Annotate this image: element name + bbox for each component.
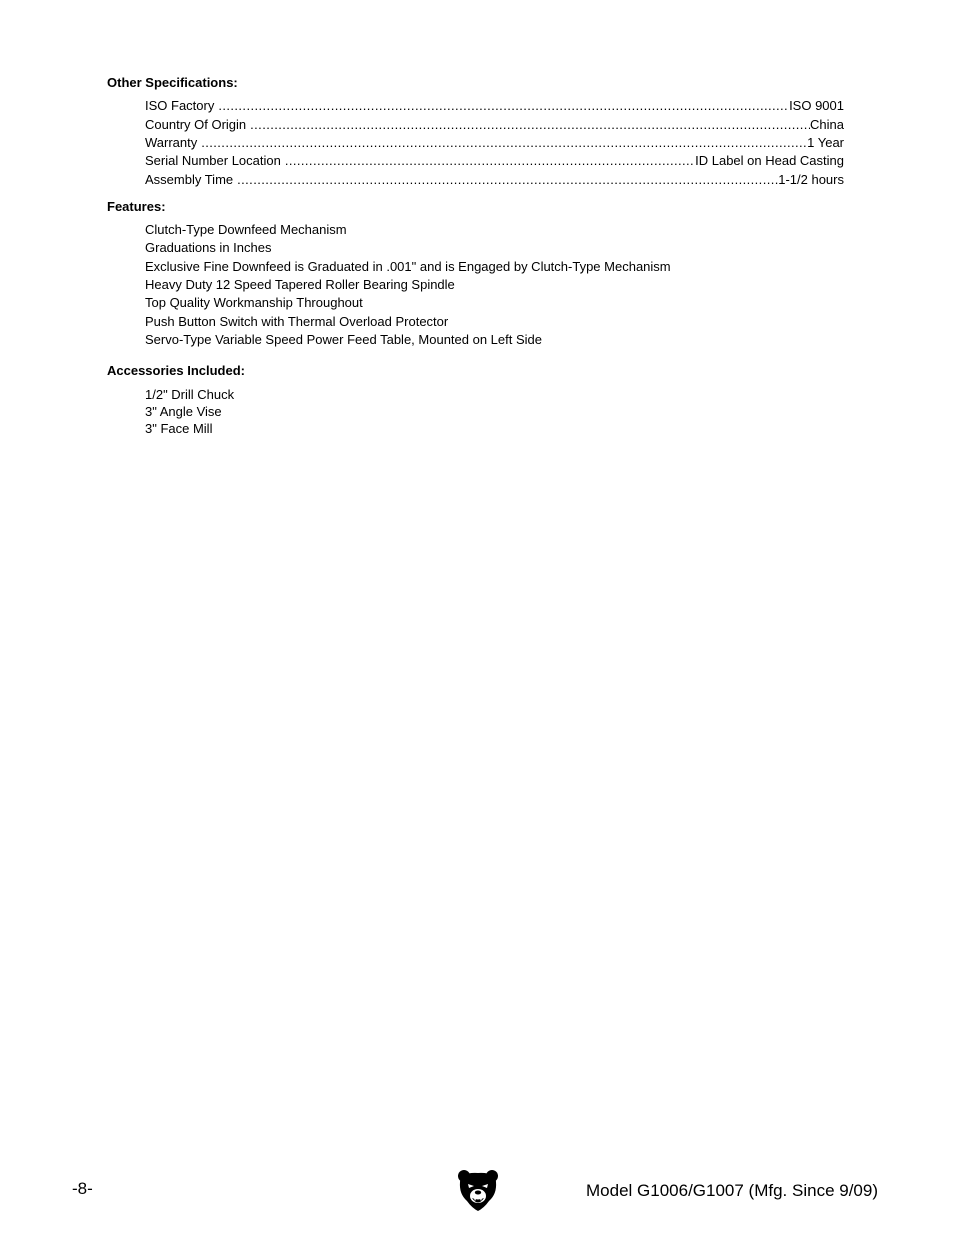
model-label: Model G1006/G1007 (Mfg. Since 9/09) (586, 1181, 878, 1200)
leader-dots (197, 134, 807, 152)
feature-item: Clutch-Type Downfeed Mechanism (145, 222, 347, 237)
spec-label: Assembly Time (145, 172, 234, 187)
leader-dots (246, 116, 810, 134)
leader-dots (281, 152, 695, 170)
feature-item: Exclusive Fine Downfeed is Graduated in .001" and is Engaged by Clutch-Type Mechanism (145, 259, 671, 274)
spec-row-serial-number-location (145, 152, 844, 170)
leader-dots (233, 171, 778, 189)
spec-value: 1 Year (807, 135, 844, 150)
feature-item: Graduations in Inches (145, 240, 272, 255)
spec-label: Serial Number Location (145, 153, 281, 168)
feature-item: Top Quality Workmanship Throughout (145, 295, 363, 310)
spec-value: ISO 9001 (789, 98, 844, 113)
accessory-item: 1/2" Drill Chuck (145, 387, 235, 402)
feature-item: Heavy Duty 12 Speed Tapered Roller Bearing Spindle (145, 277, 455, 292)
spec-row-iso-factory (145, 97, 844, 115)
spec-value: China (810, 117, 844, 132)
spec-row-assembly-time (145, 171, 844, 189)
spec-label: Warranty (145, 135, 198, 150)
spec-value: 1-1/2 hours (778, 172, 844, 187)
accessories-heading: Accessories Included: (107, 363, 245, 378)
page-number: -8- (72, 1179, 93, 1198)
accessory-item: 3" Angle Vise (145, 404, 222, 419)
spec-row-country-of-origin (145, 116, 844, 134)
other-specifications-heading: Other Specifications: (107, 75, 238, 90)
bear-head-icon (456, 1168, 500, 1212)
features-heading: Features: (107, 199, 166, 214)
spec-label: Country Of Origin (145, 117, 247, 132)
feature-item: Servo-Type Variable Speed Power Feed Table, Mounted on Left Side (145, 332, 542, 347)
spec-value: ID Label on Head Casting (695, 153, 844, 168)
accessory-item: 3" Face Mill (145, 421, 213, 436)
feature-item: Push Button Switch with Thermal Overload Protector (145, 314, 449, 329)
leader-dots (214, 97, 789, 115)
spec-row-warranty (145, 134, 844, 152)
spec-label: ISO Factory (145, 98, 215, 113)
